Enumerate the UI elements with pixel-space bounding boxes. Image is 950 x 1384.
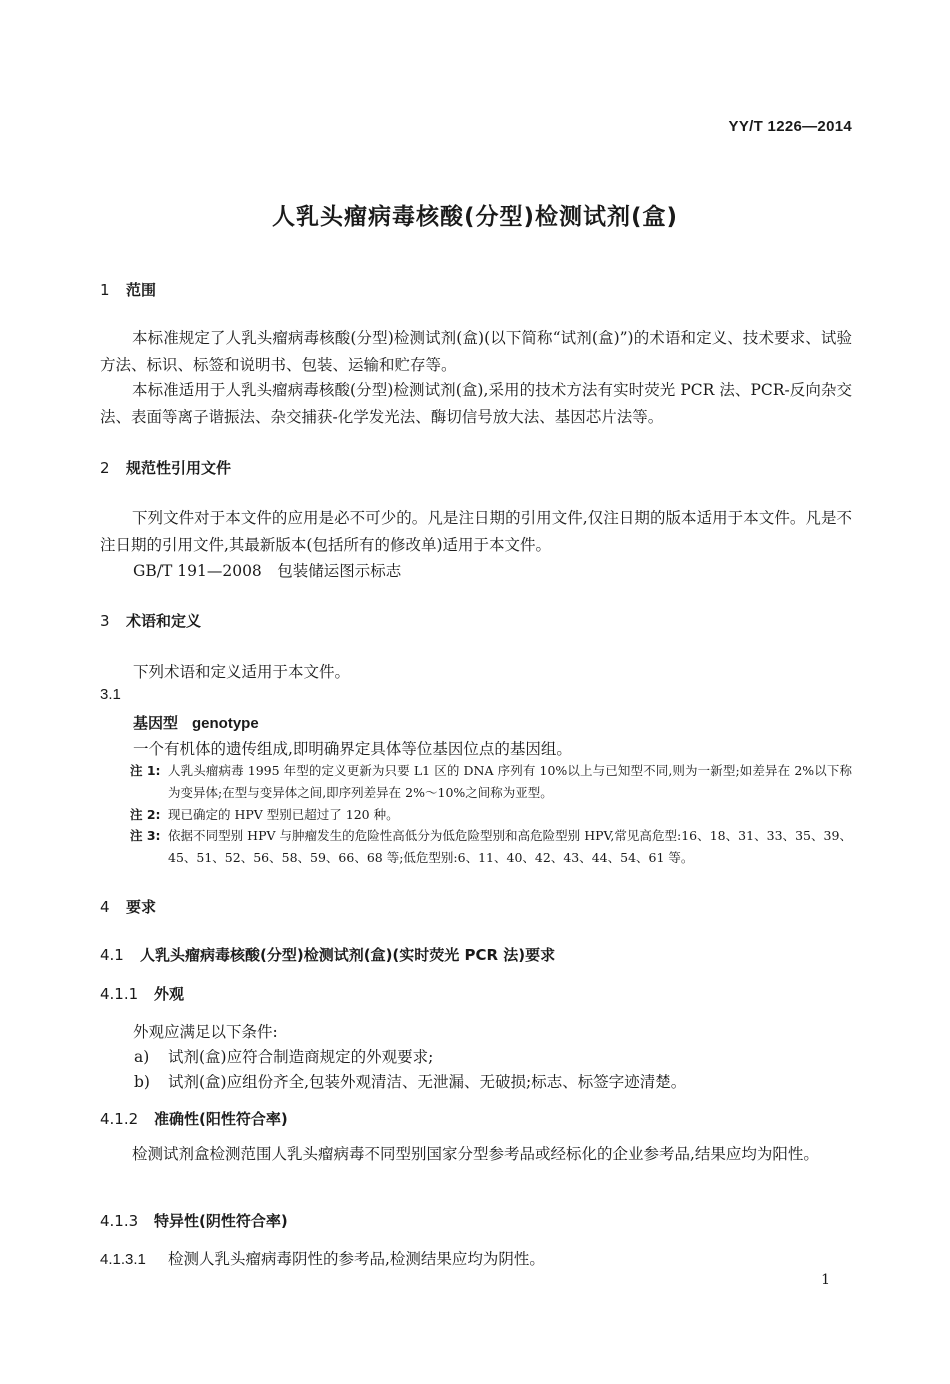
term-chinese: 基因型 (133, 714, 179, 732)
section-title: 外观 (154, 985, 185, 1003)
section-title: 术语和定义 (126, 612, 202, 630)
section-1-heading (100, 279, 156, 300)
note-2 (130, 804, 852, 826)
clause-text: 检测人乳头瘤病毒阴性的参考品,检测结果应均为阴性。 (168, 1250, 545, 1268)
note-label: 注 1: (130, 763, 161, 778)
note-1 (130, 760, 852, 804)
section-title: 规范性引用文件 (126, 459, 232, 477)
note-3 (130, 825, 852, 869)
clause-number: 4.1.3.1 (100, 1251, 146, 1268)
document-title: 人乳头瘤病毒核酸(分型)检测试剂(盒) (271, 204, 679, 230)
section-number: 4.1.1 (100, 985, 139, 1003)
section-4-1-3-heading (100, 1210, 288, 1231)
section-4-1-2-heading (100, 1108, 288, 1129)
list-marker: a) (134, 1048, 150, 1066)
section-title: 范围 (126, 281, 157, 299)
clause-4-1-3-1 (100, 1247, 545, 1269)
term-definition: 一个有机体的遗传组成,即明确界定具体等位基因位点的基因组。 (133, 740, 572, 758)
normative-paragraph: 下列文件对于本文件的应用是必不可少的。凡是注日期的引用文件,仅注日期的版本适用于本文件。凡是不注日期的引用文件,其最新版本(包括所有的修改单)适用于本文件。 (100, 509, 852, 554)
appearance-intro: 外观应满足以下条件: (133, 1023, 278, 1041)
section-4-heading (100, 896, 156, 917)
terms-intro: 下列术语和定义适用于本文件。 (133, 663, 351, 681)
section-title: 要求 (126, 898, 157, 916)
term-number: 3.1 (100, 686, 121, 703)
list-marker: b) (134, 1073, 150, 1091)
note-text: 依据不同型别 HPV 与肿瘤发生的危险性高低分为低危险型别和高危险型别 HPV,常见高危型:16、18、31、33、35、39、45、51、52、56、58、59、66、68 等;低危型别:6、11、40、42、43、44、54、61 等。 (168, 828, 852, 865)
section-number: 4 (100, 898, 110, 916)
term-entry (133, 712, 259, 733)
scope-paragraph-1: 本标准规定了人乳头瘤病毒核酸(分型)检测试剂(盒)(以下简称“试剂(盒)”)的术语和定义、技术要求、试验方法、标识、标签和说明书、包装、运输和贮存等。 (100, 329, 852, 374)
note-label: 注 3: (130, 828, 161, 843)
term-english: genotype (192, 715, 259, 732)
section-number: 4.1.3 (100, 1212, 139, 1230)
section-4-1-1-heading (100, 983, 184, 1004)
list-text: 试剂(盒)应符合制造商规定的外观要求; (168, 1048, 434, 1066)
section-number: 4.1 (100, 946, 124, 964)
scope-paragraph-2: 本标准适用于人乳头瘤病毒核酸(分型)检测试剂(盒),采用的技术方法有实时荧光 PCR 法、PCR-反向杂交法、表面等离子谐振法、杂交捕获-化学发光法、酶切信号放大法、基因芯片法等。 (100, 381, 852, 426)
note-text: 人乳头瘤病毒 1995 年型的定义更新为只要 L1 区的 DNA 序列有 10%以上与已知型不同,则为一新型;如差异在 2%以下称为变异体;在型与变异体之间,即序列差异在 2%～10%之间称为亚型。 (168, 763, 852, 800)
accuracy-paragraph: 检测试剂盒检测范围人乳头瘤病毒不同型别国家分型参考品或经标化的企业参考品,结果应均为阳性。 (132, 1145, 819, 1163)
note-text: 现已确定的 HPV 型别已超过了 120 种。 (168, 807, 399, 822)
list-item (134, 1045, 433, 1067)
section-3-heading (100, 610, 201, 631)
standard-code: YY/T 1226—2014 (728, 118, 852, 135)
section-title: 准确性(阳性符合率) (154, 1110, 288, 1128)
section-number: 1 (100, 281, 110, 299)
section-2-heading (100, 457, 231, 478)
section-title: 特异性(阴性符合率) (154, 1212, 288, 1230)
section-number: 2 (100, 459, 110, 477)
normative-reference: GB/T 191—2008 包装储运图示标志 (133, 562, 402, 580)
list-text: 试剂(盒)应组份齐全,包装外观清洁、无泄漏、无破损;标志、标签字迹清楚。 (168, 1073, 687, 1091)
section-title: 人乳头瘤病毒核酸(分型)检测试剂(盒)(实时荧光 PCR 法)要求 (140, 946, 556, 964)
section-number: 3 (100, 612, 110, 630)
section-number: 4.1.2 (100, 1110, 139, 1128)
list-item (134, 1070, 686, 1092)
note-label: 注 2: (130, 807, 161, 822)
page-number: 1 (821, 1272, 830, 1288)
section-4-1-heading (100, 944, 555, 965)
